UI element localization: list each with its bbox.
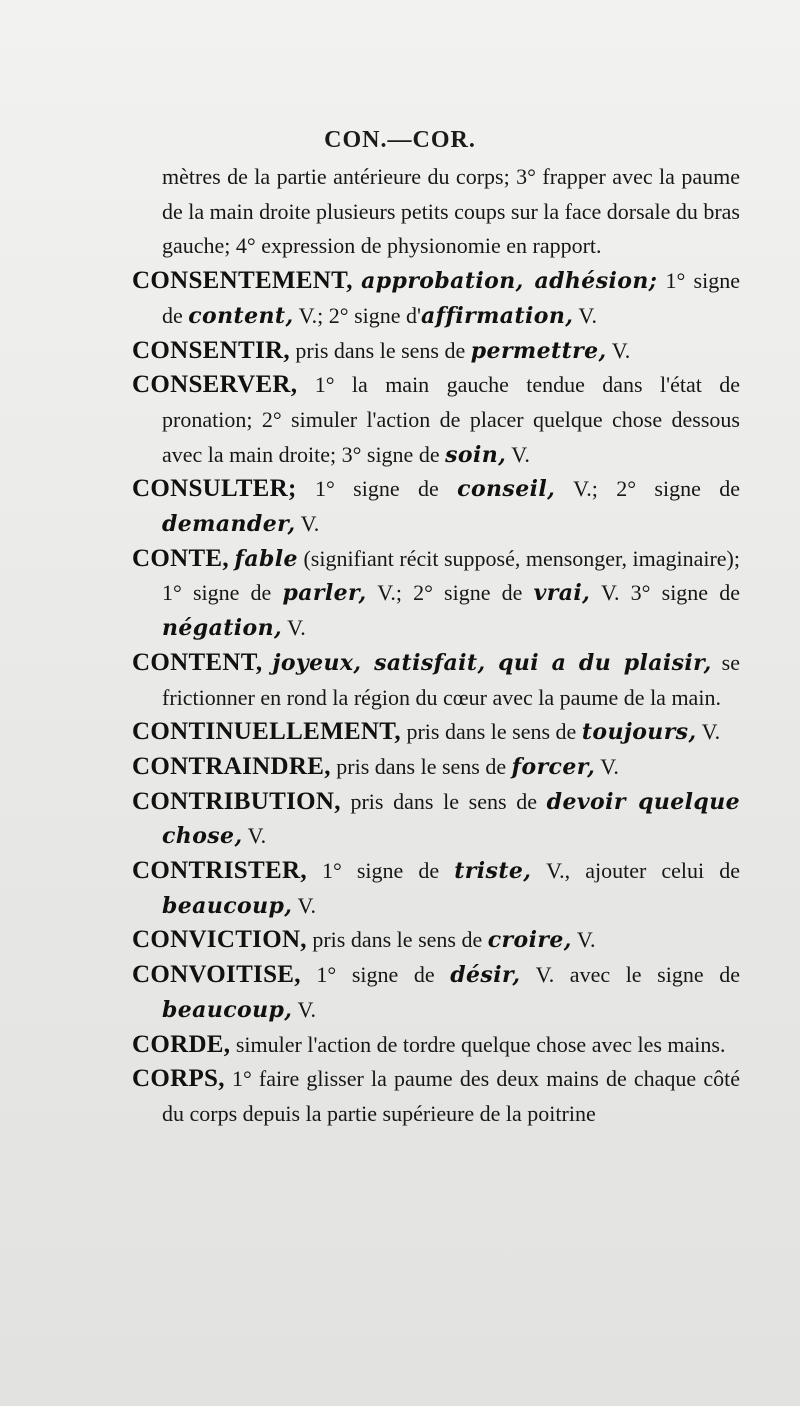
cross-reference: content,	[188, 302, 294, 329]
cross-reference: fable	[234, 545, 298, 572]
entry-text: V.	[595, 753, 619, 779]
dictionary-text	[132, 160, 740, 1132]
entry-text: V.	[573, 302, 597, 328]
cross-reference: affirmation,	[420, 302, 574, 329]
cross-reference: parler,	[282, 580, 367, 607]
entry-text: 1° signe de	[306, 858, 455, 884]
entry-headword: CONTINUELLEMENT,	[132, 718, 401, 746]
running-header: CON.—COR.	[324, 127, 476, 153]
dictionary-entry	[132, 1062, 740, 1131]
entry-text: V.; 2° signe d'	[293, 302, 421, 328]
cross-reference: vrai,	[533, 580, 591, 607]
entry-headword: CONTENT,	[132, 648, 263, 676]
entry-continuation	[132, 160, 740, 264]
entry-headword: CONTRAINDRE,	[132, 752, 331, 780]
entry-text: pris dans le sens de	[340, 788, 547, 814]
dictionary-entry	[132, 368, 740, 472]
dictionary-entry	[132, 750, 740, 785]
entry-headword: CONSERVER,	[132, 371, 298, 399]
cross-reference: devoir quelque chose,	[162, 788, 740, 850]
entry-text: 1° signe de	[162, 268, 740, 328]
entry-text: V.	[696, 719, 721, 745]
entry-text: V., ajouter celui de	[531, 858, 740, 884]
entry-text: 1° signe de	[296, 476, 458, 502]
entry-headword: CONTRIBUTION,	[132, 787, 341, 815]
cross-reference: beaucoup,	[162, 996, 293, 1023]
entry-text: V.; 2° signe de	[366, 580, 534, 606]
entry-text: V.	[292, 892, 316, 918]
cross-reference: croire,	[487, 927, 572, 954]
cross-reference: désir,	[450, 962, 521, 989]
cross-reference: toujours,	[581, 719, 697, 746]
entry-text: V. 3° signe de	[590, 580, 740, 606]
dictionary-entry	[132, 958, 740, 1027]
dictionary-entry	[132, 646, 740, 715]
entry-headword: CONSENTEMENT,	[132, 267, 353, 295]
entry-text: V.	[282, 615, 306, 641]
cross-reference: joyeux, satisfait, qui a du plaisir,	[272, 649, 712, 676]
cross-reference: permettre,	[470, 337, 607, 364]
entry-headword: CONSENTIR,	[132, 336, 290, 364]
entry-headword: CONVICTION,	[132, 926, 307, 954]
entry-text: V.	[242, 823, 267, 849]
entry-text: V.	[571, 927, 596, 953]
entry-headword: CORDE,	[132, 1030, 231, 1058]
entry-text: mètres de la partie antérieure du corps; 3° frapper avec la paume de la main droite plusieurs petits coups sur la face dorsale du bras gauche; 4° expression de physionomie en rapport.	[162, 164, 740, 259]
cross-reference: conseil,	[457, 476, 556, 503]
dictionary-entry	[132, 542, 740, 646]
dictionary-entry	[132, 854, 740, 923]
entry-headword: CONVOITISE,	[132, 961, 301, 989]
entry-text: V.	[506, 441, 530, 467]
cross-reference: forcer,	[511, 753, 596, 780]
entry-text: V.	[606, 337, 631, 363]
entry-headword: CONSULTER;	[132, 475, 297, 503]
dictionary-entry	[132, 715, 740, 750]
cross-reference: triste,	[454, 858, 532, 885]
entry-headword: CORPS,	[132, 1065, 225, 1093]
entry-text: 1° signe de	[300, 962, 451, 988]
dictionary-entry	[132, 334, 740, 369]
cross-reference: approbation, adhésion;	[361, 268, 658, 295]
entry-text	[353, 268, 361, 293]
entry-text: simuler l'action de tordre quelque chose avec les mains.	[230, 1031, 726, 1057]
entry-text: V.; 2° signe de	[555, 476, 740, 502]
cross-reference: beaucoup,	[162, 892, 293, 919]
entry-text: pris dans le sens de	[306, 927, 488, 953]
cross-reference: négation,	[162, 615, 283, 642]
dictionary-entry	[132, 785, 740, 854]
dictionary-entry	[132, 1028, 740, 1063]
cross-reference: soin,	[445, 441, 507, 468]
entry-headword: CONTRISTER,	[132, 857, 307, 885]
entry-text: V. avec le signe de	[520, 962, 740, 988]
entry-text: V.	[292, 996, 316, 1022]
entry-text: 1° la main gauche tendue dans l'état de pronation; 2° simuler l'action de placer quelque chose dessous avec la main droite; 3° signe de	[162, 372, 740, 467]
entry-text: V.	[295, 511, 320, 537]
entry-headword: CONTE,	[132, 544, 229, 572]
dictionary-entry	[132, 472, 740, 541]
entry-text: se frictionner en rond la région du cœur avec la paume de la main.	[162, 649, 741, 710]
dictionary-entry	[132, 923, 740, 958]
entry-text	[262, 650, 272, 675]
entry-text: 1° faire glisser la paume des deux mains de chaque côté du corps depuis la partie supérieure de la poitrine	[162, 1066, 740, 1126]
dictionary-entry	[132, 264, 740, 333]
entry-text: pris dans le sens de	[400, 719, 582, 745]
entry-text: pris dans le sens de	[330, 753, 512, 779]
entry-text: (signifiant récit supposé, mensonger, imaginaire); 1° signe de	[162, 545, 740, 606]
entry-text: pris dans le sens de	[289, 337, 471, 363]
cross-reference: demander,	[162, 511, 296, 538]
